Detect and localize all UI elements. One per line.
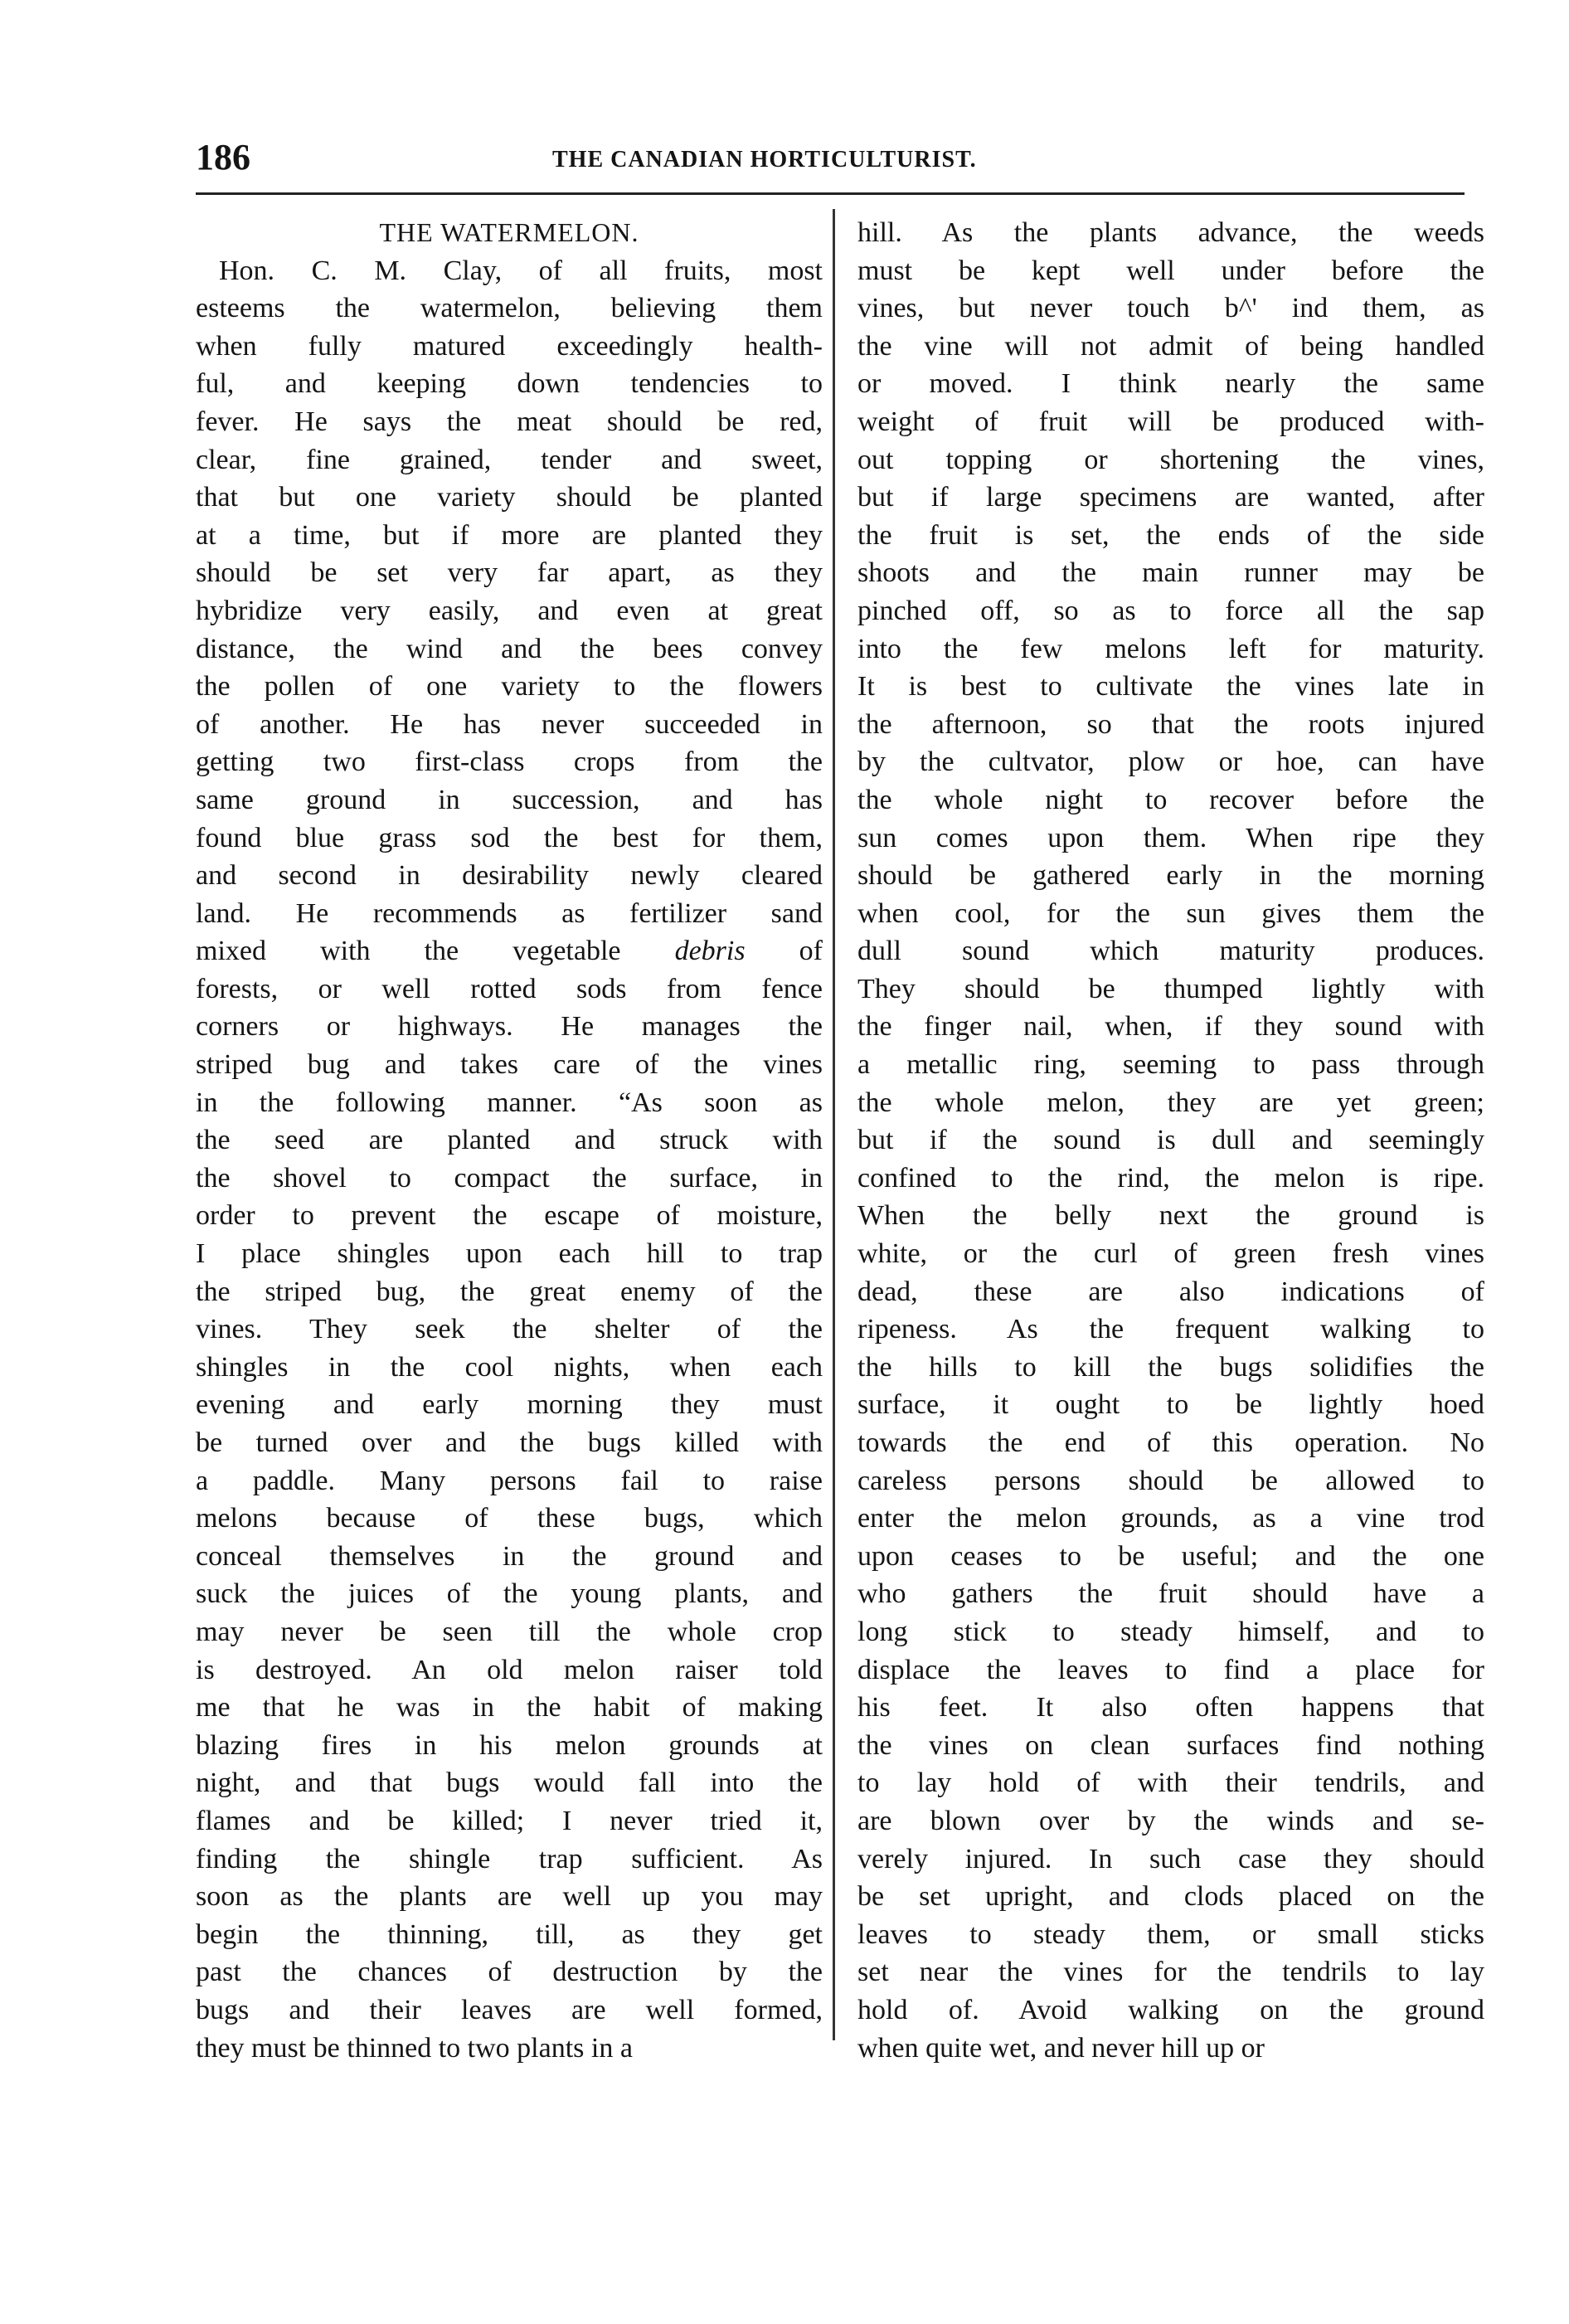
text-line: vines. They seek the shelter of the bbox=[196, 1314, 823, 1345]
text-line: weight of fruit will be produced with- bbox=[857, 406, 1484, 437]
text-line: mixed with the vegetable debris of bbox=[196, 936, 823, 967]
text-line: distance, the wind and the bees convey bbox=[196, 633, 823, 664]
text-line: the vine will not admit of being handled bbox=[857, 330, 1484, 362]
text-line: but if the sound is dull and seemingly bbox=[857, 1125, 1484, 1156]
text-line: the pollen of one variety to the flowers bbox=[196, 671, 823, 703]
running-head: THE CANADIAN HORTICULTURIST. bbox=[552, 147, 977, 173]
text-line: the fruit is set, the ends of the side bbox=[857, 519, 1484, 551]
text-line: ful, and keeping down tendencies to bbox=[196, 368, 823, 400]
text-line: suck the juices of the young plants, and bbox=[196, 1578, 823, 1610]
text-line: conceal themselves in the ground and bbox=[196, 1540, 823, 1572]
text-line: getting two first-class crops from the bbox=[196, 746, 823, 778]
text-line: pinched off, so as to force all the sap bbox=[857, 595, 1484, 626]
text-line: shingles in the cool nights, when each bbox=[196, 1351, 823, 1383]
text-line: striped bug and takes care of the vines bbox=[196, 1049, 823, 1081]
text-line: hold of. Avoid walking on the ground bbox=[857, 1994, 1484, 2025]
text-line: flames and be killed; I never tried it, bbox=[196, 1805, 823, 1836]
text-line: dead, these are also indications of bbox=[857, 1276, 1484, 1307]
text-line: they must be thinned to two plants in a bbox=[196, 2032, 633, 2064]
text-line: blazing fires in his melon grounds at bbox=[196, 1729, 823, 1761]
text-line: when cool, for the sun gives them the bbox=[857, 897, 1484, 929]
text-line: They should be thumped lightly with bbox=[857, 973, 1484, 1004]
text-line: upon ceases to be useful; and the one bbox=[857, 1540, 1484, 1572]
left-column bbox=[196, 214, 823, 2067]
text-line: should be gathered early in the morning bbox=[857, 860, 1484, 892]
text-line: towards the end of this operation. No bbox=[857, 1427, 1484, 1458]
text-line: must be kept well under before the bbox=[857, 255, 1484, 286]
text-line: dull sound which maturity produces. bbox=[857, 936, 1484, 967]
text-line: shoots and the main runner may be bbox=[857, 557, 1484, 589]
text-line: may never be seen till the whole crop bbox=[196, 1616, 823, 1647]
text-line: should be set very far apart, as they bbox=[196, 557, 823, 589]
text-line: past the chances of destruction by the bbox=[196, 1957, 823, 1988]
text-line: same ground in succession, and has bbox=[196, 784, 823, 815]
text-line: clear, fine grained, tender and sweet, bbox=[196, 444, 823, 475]
text-line: by the cultvator, plow or hoe, can have bbox=[857, 746, 1484, 778]
text-line: corners or highways. He manages the bbox=[196, 1011, 823, 1043]
text-line: found blue grass sod the best for them, bbox=[196, 822, 823, 853]
text-line: that but one variety should be planted bbox=[196, 482, 823, 513]
text-line: When the belly next the ground is bbox=[857, 1200, 1484, 1232]
text-line: or moved. I think nearly the same bbox=[857, 368, 1484, 400]
text-line: the shovel to compact the surface, in bbox=[196, 1162, 823, 1194]
text-line: soon as the plants are well up you may bbox=[196, 1881, 823, 1913]
text-line: the afternoon, so that the roots injured bbox=[857, 708, 1484, 740]
text-line: into the few melons left for maturity. bbox=[857, 633, 1484, 664]
text-line: land. He recommends as fertilizer sand bbox=[196, 897, 823, 929]
text-line: leaves to steady them, or small sticks bbox=[857, 1918, 1484, 1950]
text-line: when quite wet, and never hill up or bbox=[857, 2032, 1265, 2064]
text-line: finding the shingle trap sufficient. As bbox=[196, 1843, 823, 1874]
text-line: the whole night to recover before the bbox=[857, 784, 1484, 815]
right-column-text bbox=[857, 214, 1484, 2067]
text-line: be set upright, and clods placed on the bbox=[857, 1881, 1484, 1913]
text-line: forests, or well rotted sods from fence bbox=[196, 973, 823, 1004]
header-rule bbox=[196, 192, 1465, 195]
text-line: I place shingles upon each hill to trap bbox=[196, 1238, 823, 1270]
text-line: evening and early morning they must bbox=[196, 1389, 823, 1421]
text-line: It is best to cultivate the vines late in bbox=[857, 671, 1484, 703]
text-line: white, or the curl of green fresh vines bbox=[857, 1238, 1484, 1270]
text-line: long stick to steady himself, and to bbox=[857, 1616, 1484, 1647]
text-line: displace the leaves to find a place for bbox=[857, 1654, 1484, 1685]
text-line: and second in desirability newly cleared bbox=[196, 860, 823, 892]
text-line: the seed are planted and struck with bbox=[196, 1125, 823, 1156]
page-number: 186 bbox=[196, 137, 250, 177]
text-line: a metallic ring, seeming to pass through bbox=[857, 1049, 1484, 1081]
text-line: hill. As the plants advance, the weeds bbox=[857, 217, 1484, 248]
text-line: the vines on clean surfaces find nothing bbox=[857, 1729, 1484, 1761]
text-line: to lay hold of with their tendrils, and bbox=[857, 1767, 1484, 1799]
article-title: THE WATERMELON. bbox=[379, 217, 639, 247]
text-line: in the following manner. “As soon as bbox=[196, 1087, 823, 1118]
text-line: out topping or shortening the vines, bbox=[857, 444, 1484, 475]
text-line: his feet. It also often happens that bbox=[857, 1692, 1484, 1724]
text-line: night, and that bugs would fall into the bbox=[196, 1767, 823, 1799]
text-line: who gathers the fruit should have a bbox=[857, 1578, 1484, 1610]
text-line: confined to the rind, the melon is ripe. bbox=[857, 1162, 1484, 1194]
text-line: bugs and their leaves are well formed, bbox=[196, 1994, 823, 2025]
text-line: be turned over and the bugs killed with bbox=[196, 1427, 823, 1458]
text-line: esteems the watermelon, believing them bbox=[196, 293, 823, 324]
text-line: begin the thinning, till, as they get bbox=[196, 1918, 823, 1950]
text-line: fever. He says the meat should be red, bbox=[196, 406, 823, 437]
text-line: hybridize very easily, and even at great bbox=[196, 595, 823, 626]
text-line: sun comes upon them. When ripe they bbox=[857, 822, 1484, 853]
page-header bbox=[196, 133, 1465, 182]
text-line: ripeness. As the frequent walking to bbox=[857, 1314, 1484, 1345]
left-column-text bbox=[196, 252, 823, 2068]
text-line: but if large specimens are wanted, after bbox=[857, 482, 1484, 513]
text-line: a paddle. Many persons fail to raise bbox=[196, 1465, 823, 1496]
text-line: verely injured. In such case they should bbox=[857, 1843, 1484, 1874]
text-line: order to prevent the escape of moisture, bbox=[196, 1200, 823, 1232]
column-divider bbox=[833, 209, 835, 2040]
text-line: vines, but never touch b^' ind them, as bbox=[857, 293, 1484, 324]
text-line: when fully matured exceedingly health- bbox=[196, 330, 823, 362]
text-line: the striped bug, the great enemy of the bbox=[196, 1276, 823, 1307]
text-line: enter the melon grounds, as a vine trod bbox=[857, 1503, 1484, 1534]
text-line: the finger nail, when, if they sound with bbox=[857, 1011, 1484, 1043]
text-line: me that he was in the habit of making bbox=[196, 1692, 823, 1724]
text-line: careless persons should be allowed to bbox=[857, 1465, 1484, 1496]
text-line: set near the vines for the tendrils to lay bbox=[857, 1957, 1484, 1988]
text-line: surface, it ought to be lightly hoed bbox=[857, 1389, 1484, 1421]
text-line: are blown over by the winds and se- bbox=[857, 1805, 1484, 1836]
right-column bbox=[857, 214, 1484, 2067]
text-line: melons because of these bugs, which bbox=[196, 1503, 823, 1534]
text-line: at a time, but if more are planted they bbox=[196, 519, 823, 551]
text-line: is destroyed. An old melon raiser told bbox=[196, 1654, 823, 1685]
text-line: the whole melon, they are yet green; bbox=[857, 1087, 1484, 1118]
text-line: the hills to kill the bugs solidifies the bbox=[857, 1351, 1484, 1383]
text-line: of another. He has never succeeded in bbox=[196, 708, 823, 740]
text-line: Hon. C. M. Clay, of all fruits, most bbox=[219, 255, 823, 286]
